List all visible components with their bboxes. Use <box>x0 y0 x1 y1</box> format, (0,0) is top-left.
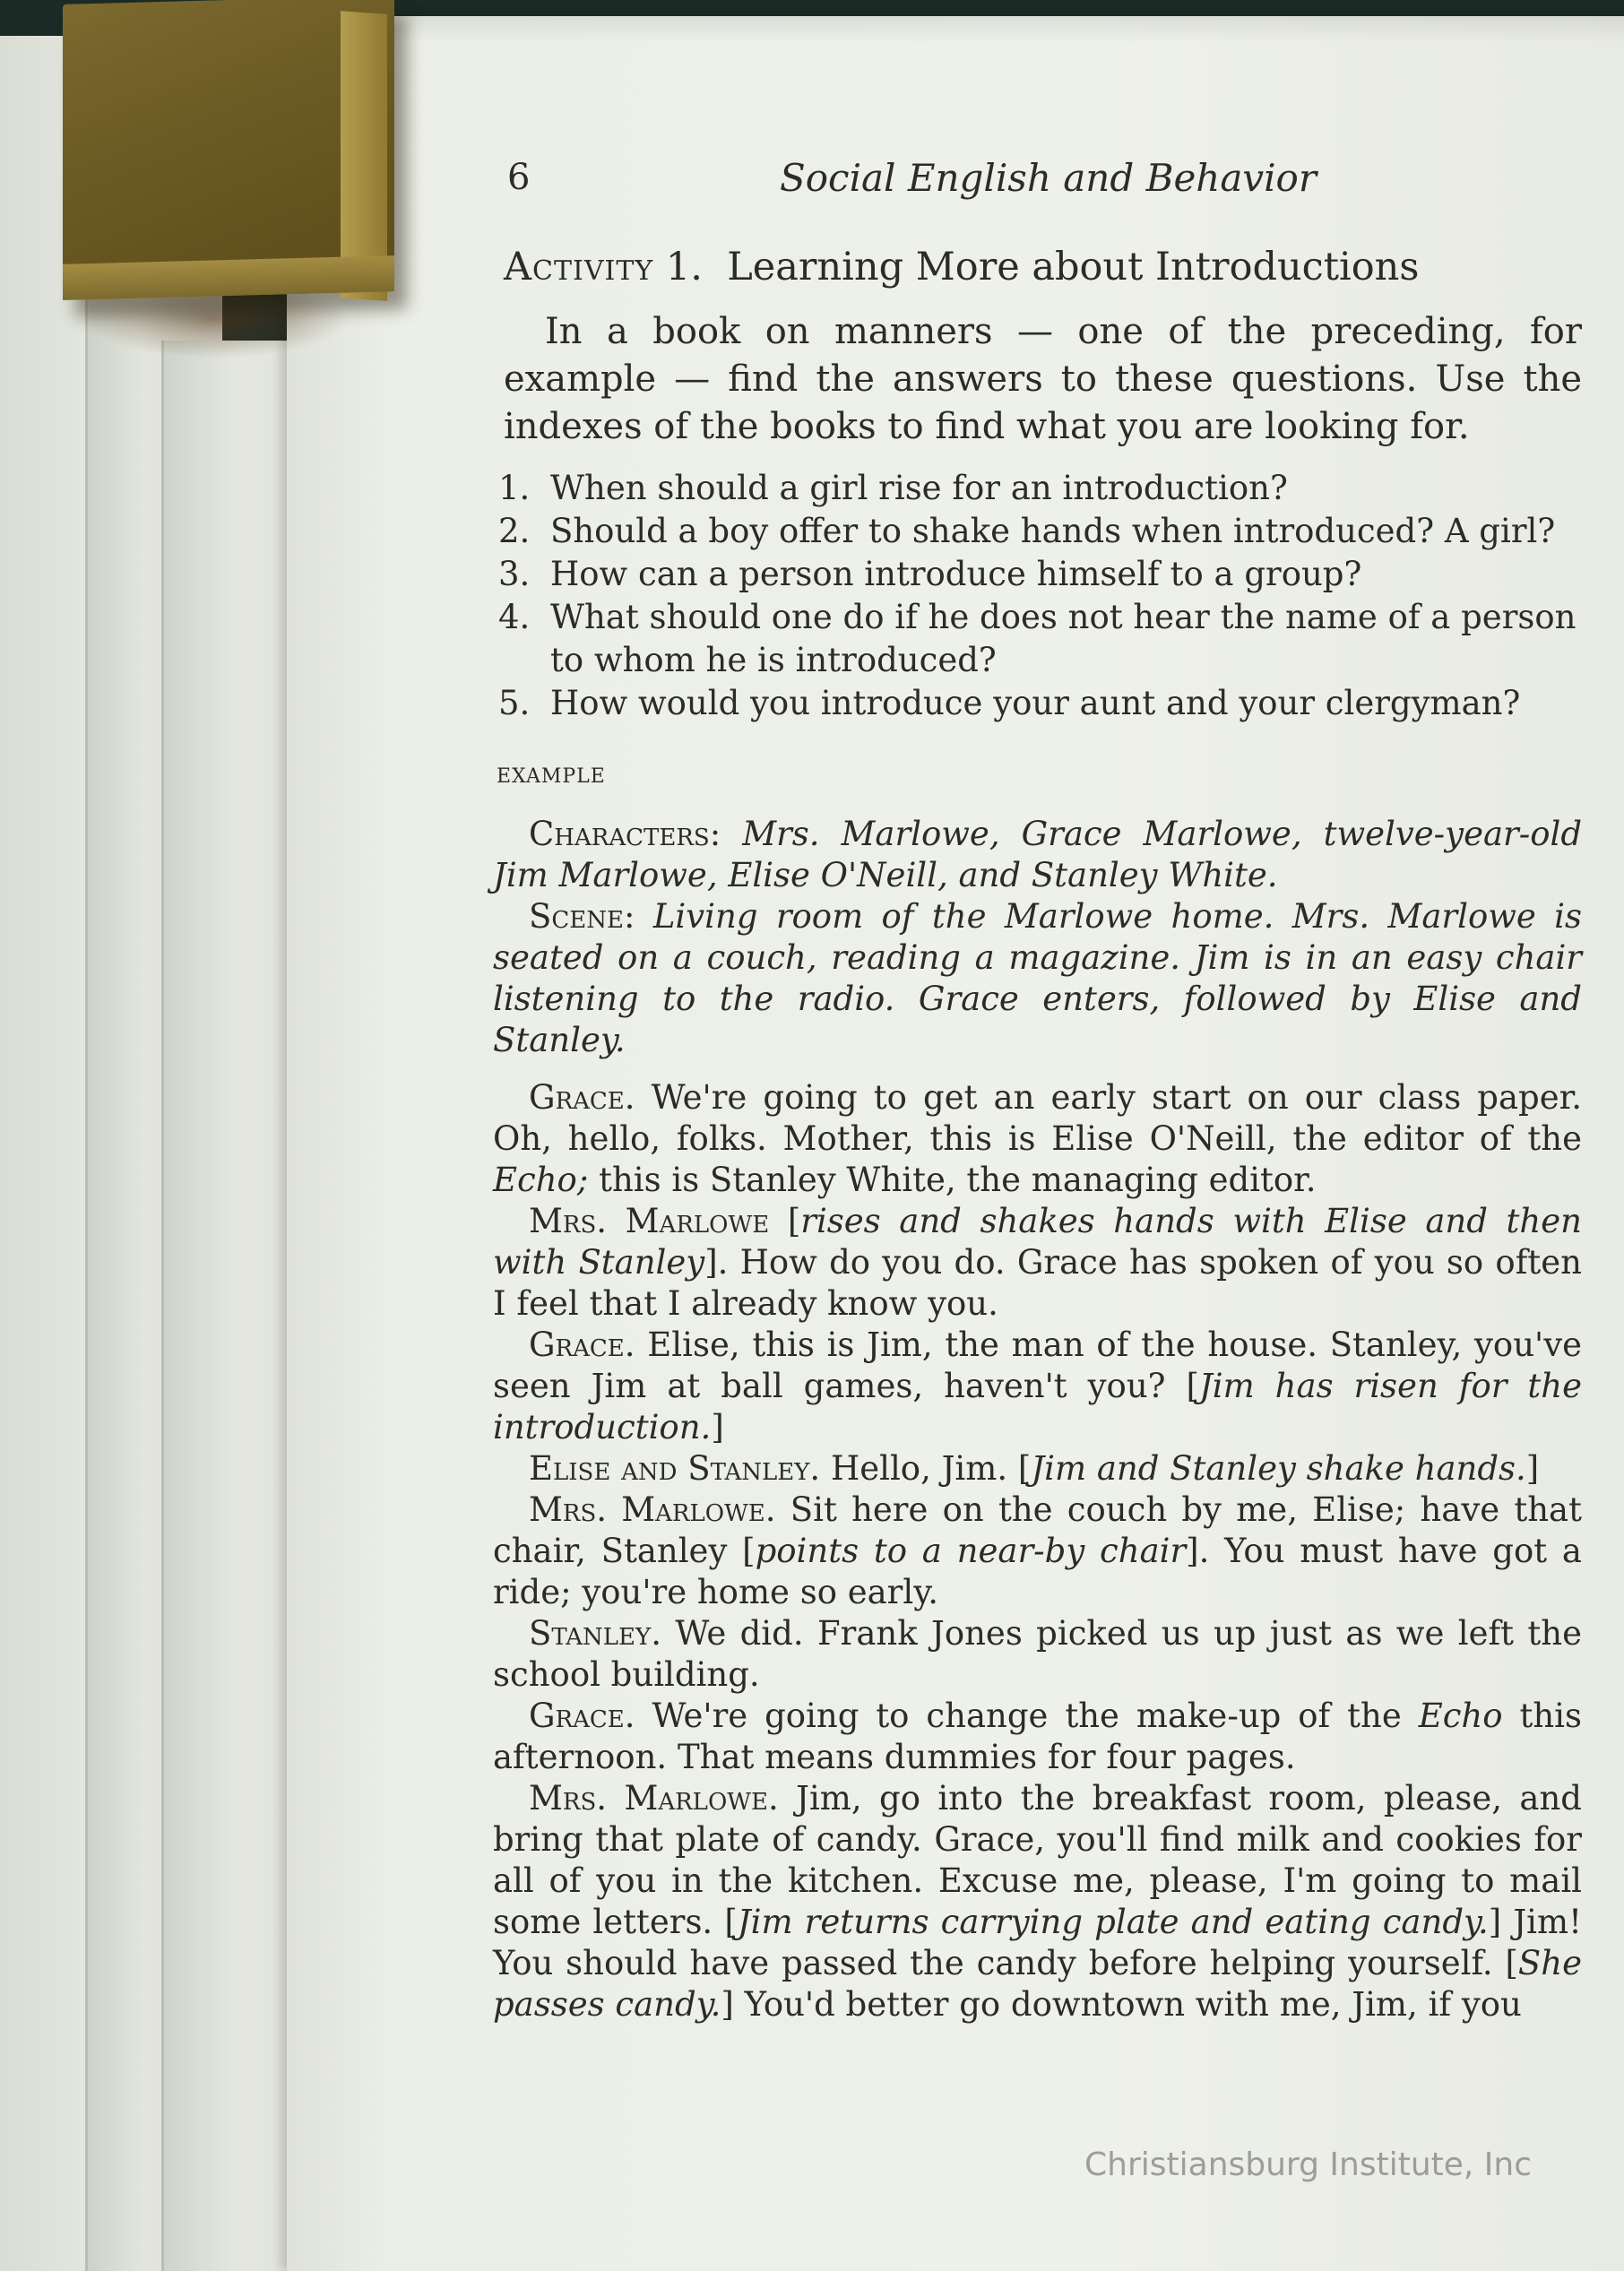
question-text: What should one do if he does not hear the name of a person to whom he is introduced? <box>550 598 1576 679</box>
spoken-text: [ <box>787 1202 801 1240</box>
speaker-name: Elise and Stanley. <box>529 1449 821 1488</box>
dialogue-section <box>493 814 1582 2025</box>
question-list <box>493 467 1582 725</box>
back-page-edge <box>161 341 307 2271</box>
speaker-name: Mrs. Marlowe. <box>529 1490 776 1529</box>
spoken-text: ] Jim! You should have passed the candy before helping yourself. [ <box>493 1903 1582 1982</box>
speaker-name: Grace. <box>529 1078 635 1117</box>
characters-line <box>493 814 1582 896</box>
speaker-name: Mrs. Marlowe <box>529 1202 770 1240</box>
question-text: How can a person introduce himself to a group? <box>550 555 1362 593</box>
question-text: Should a boy offer to shake hands when introduced? A girl? <box>550 512 1556 550</box>
speaker-name: Grace. <box>529 1697 635 1735</box>
stage-direction: Jim and Stanley shake hands. <box>1031 1449 1526 1488</box>
stage-direction: She passes candy. <box>493 1944 1582 2024</box>
question-text: How would you introduce your aunt and your clergyman? <box>550 684 1521 722</box>
speaker-name: Stanley. <box>529 1614 661 1653</box>
dialogue-line <box>493 1201 1582 1325</box>
dialogue-line <box>493 1778 1582 2025</box>
stage-direction: rises and shakes hands with Elise and then with Stanley <box>493 1202 1582 1282</box>
activity-title: Learning More about Introductions <box>727 245 1420 289</box>
list-item <box>498 467 1582 510</box>
activity-heading <box>504 246 1582 289</box>
stage-direction: Echo <box>1418 1697 1503 1735</box>
question-number: 4. <box>498 598 531 636</box>
list-item <box>498 682 1582 725</box>
scene-text: Living room of the Marlowe home. Mrs. Marlowe is seated on a couch, reading a magazine. Jim is in an easy chair listening to the radio. Grace enters, followed by Elise and Stanley. <box>493 897 1582 1059</box>
spoken-text: Jim, go into the breakfast room, please, and bring that plate of candy. Grace, you'll find milk and cookies for all of you in the kitchen. Excuse me, please, I'm going to mail some letters. [ <box>493 1779 1582 1941</box>
question-number: 2. <box>498 512 531 550</box>
stage-direction: Echo; <box>493 1161 589 1199</box>
watermark: Christiansburg Institute, Inc <box>1084 2146 1533 2183</box>
spoken-text: Sit here on the couch by me, Elise; have that chair, Stanley [ <box>493 1490 1582 1570</box>
book-title: Social English and Behavior <box>780 156 1317 200</box>
dialogue-line <box>493 1325 1582 1448</box>
spoken-text: We're going to get an early start on our class paper. Oh, hello, folks. Mother, this is Elise O'Neill, the editor of the <box>493 1078 1582 1158</box>
list-item <box>498 596 1582 682</box>
spoken-text: ] <box>1525 1449 1540 1488</box>
question-number: 1. <box>498 469 531 507</box>
spoken-text: We did. Frank Jones picked us up just as we left the school building. <box>493 1614 1582 1694</box>
question-text: When should a girl rise for an introduction? <box>550 469 1288 507</box>
dialogue-lines <box>493 1077 1582 2025</box>
dialogue-line <box>493 1077 1582 1201</box>
dialogue-line <box>493 1448 1582 1490</box>
spoken-text: this afternoon. That means dummies for four pages. <box>493 1697 1582 1776</box>
characters-label: Characters: <box>529 815 721 853</box>
example-label: example <box>497 756 606 790</box>
question-number: 5. <box>498 684 531 722</box>
stage-direction: Jim has risen for the introduction. <box>493 1367 1582 1446</box>
stage-direction: Jim returns carrying plate and eating candy. <box>737 1903 1489 1941</box>
speaker-name: Grace. <box>529 1325 635 1364</box>
scene-label: Scene: <box>529 897 635 936</box>
spoken-text: ]. How do you do. Grace has spoken of you so often I feel that I already know you. <box>493 1243 1582 1323</box>
activity-label: Activity <box>504 245 654 289</box>
list-item <box>498 553 1582 596</box>
spoken-text: We're going to change the make-up of the <box>652 1697 1419 1735</box>
activity-number: 1. <box>665 245 703 289</box>
dialogue-line <box>493 1696 1582 1778</box>
intro-paragraph: In a book on manners — one of the preceding, for example — find the answers to these questions. Use the indexes of the books to find what you are looking for. <box>504 311 1582 447</box>
list-item <box>498 510 1582 553</box>
page-number: 6 <box>507 157 531 198</box>
running-head <box>493 157 1582 211</box>
characters-text: Mrs. Marlowe, Grace Marlowe, twelve-year-old Jim Marlowe, Elise O'Neill, and Stanley White. <box>493 815 1583 894</box>
spoken-text: Elise, this is Jim, the man of the house. Stanley, you've seen Jim at ball games, haven't you? [ <box>493 1325 1582 1405</box>
spoken-text: ] <box>711 1408 724 1446</box>
spoken-text: ]. You must have got a ride; you're home so early. <box>493 1532 1582 1611</box>
stage-direction: points to a near-by chair <box>755 1532 1187 1570</box>
scene-line <box>493 896 1582 1061</box>
question-number: 3. <box>498 555 531 593</box>
spoken-text: ] You'd better go downtown with me, Jim, if you <box>721 1985 1522 2024</box>
speaker-name: Mrs. Marlowe. <box>529 1779 779 1818</box>
page-text <box>493 157 1582 2025</box>
spoken-text: this is Stanley White, the managing editor. <box>588 1161 1317 1199</box>
dialogue-line <box>493 1490 1582 1613</box>
dialogue-line <box>493 1613 1582 1696</box>
spoken-text: Hello, Jim. [ <box>830 1449 1032 1488</box>
page-shadow <box>287 16 1624 43</box>
